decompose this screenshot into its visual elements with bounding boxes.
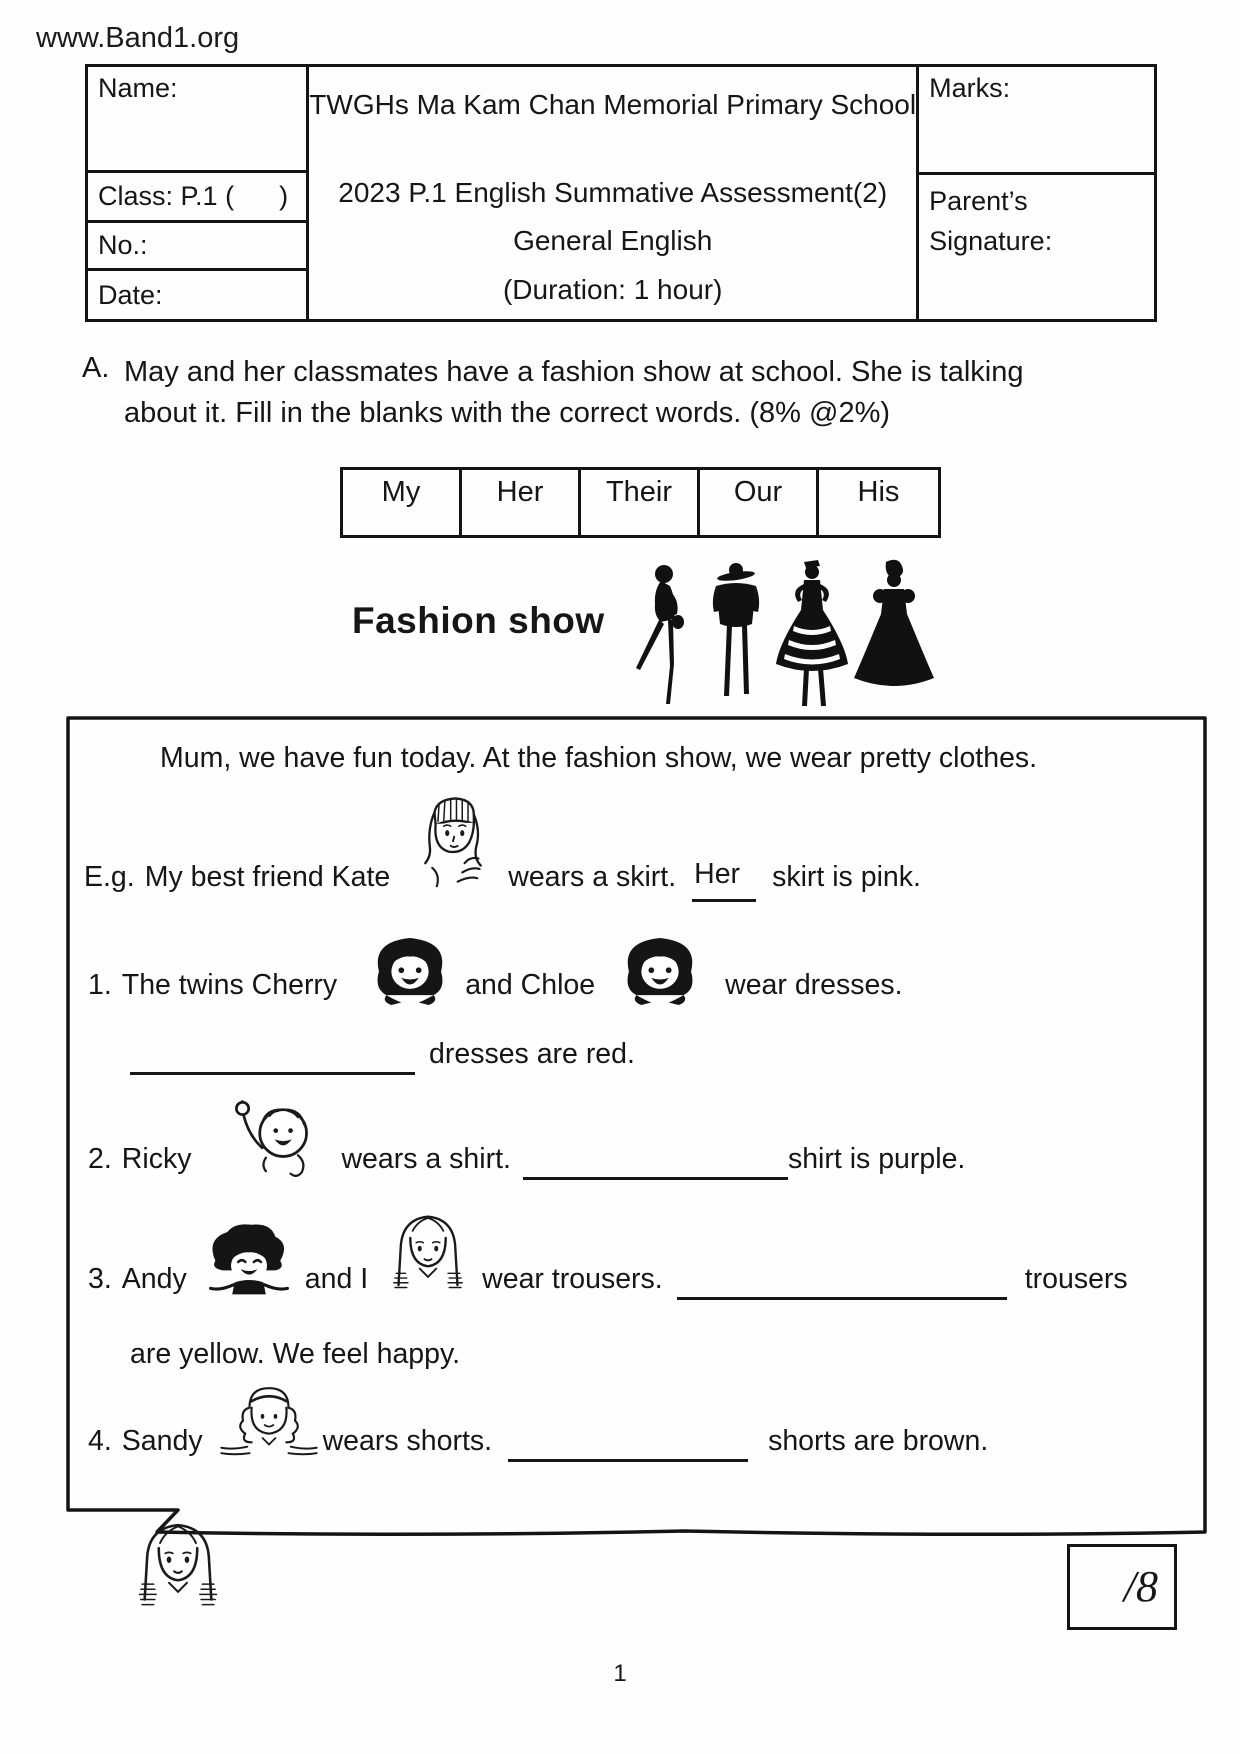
andy-portrait-icon [201, 1220, 297, 1304]
question-2-text-after: shirt is purple. [787, 1143, 966, 1175]
may-speaker-portrait-icon [122, 1520, 234, 1620]
passage-intro: Mum, we have fun today. At the fashion show, we wear pretty clothes. [160, 742, 1038, 774]
number-field-row[interactable] [88, 223, 306, 271]
question-4-number: 4. [88, 1425, 112, 1457]
class-label: Class: P.1 ( ) [98, 181, 289, 211]
marks-field-row[interactable] [919, 67, 1154, 175]
score-box[interactable] [1067, 1544, 1177, 1630]
fashion-models-illustration [628, 556, 950, 714]
question-2-text-mid: wears a shirt. [341, 1143, 511, 1175]
word-bank-item-his: His [857, 476, 900, 508]
question-1-line-2 [130, 1038, 635, 1079]
question-1-number: 1. [88, 969, 112, 1001]
question-1-line2-text: dresses are red. [429, 1038, 635, 1070]
exam-title-column [309, 67, 916, 319]
question-1-text-after: wear dresses. [725, 969, 903, 1001]
instruction-line-1: May and her classmates have a fashion show at school. She is talking [124, 356, 1024, 388]
parent-signature-row[interactable] [919, 175, 1154, 319]
question-1-text-mid: and Chloe [465, 969, 596, 1001]
question-1-line-1 [88, 928, 903, 1010]
may-portrait-icon [384, 1212, 472, 1304]
exam-duration: (Duration: 1 hour) [502, 274, 723, 305]
page-number: 1 [613, 1660, 627, 1687]
answer-blank-3[interactable] [677, 1267, 1007, 1300]
student-fields-column [88, 67, 309, 319]
word-bank-item-their: Their [581, 470, 700, 535]
question-2-line [88, 1092, 965, 1184]
question-3-line-1 [88, 1212, 1128, 1304]
question-3-line-2 [130, 1338, 460, 1379]
marks-label: Marks: [929, 73, 1011, 103]
name-field-row[interactable] [88, 67, 306, 173]
parent-signature-label-line2: Signature: [929, 226, 1053, 256]
word-bank-item-my: My [343, 470, 462, 535]
cherry-portrait-icon [369, 928, 451, 1010]
kate-portrait-icon [416, 792, 490, 902]
ricky-portrait-icon [229, 1092, 325, 1184]
word-bank-item-our: Our [700, 470, 819, 535]
parent-signature-label-line1: Parent’s [929, 186, 1028, 216]
question-3-text-tail: trousers [1024, 1263, 1128, 1295]
example-label: E.g. [84, 861, 135, 893]
example-line [84, 792, 921, 902]
example-text-after: skirt is pink. [772, 861, 921, 893]
exam-title: 2023 P.1 English Summative Assessment(2) [338, 177, 888, 208]
answer-blank-2[interactable] [523, 1147, 788, 1180]
section-a-number: A. [82, 352, 110, 384]
class-field-row[interactable] [88, 173, 306, 223]
answer-blank-1[interactable] [130, 1042, 415, 1075]
section-a-instruction [82, 352, 1023, 434]
question-2-number: 2. [88, 1143, 112, 1175]
chloe-portrait-icon [619, 928, 701, 1010]
figure-caption: Fashion show [352, 600, 605, 641]
example-text-mid: wears a skirt. [508, 861, 677, 893]
number-label: No.: [98, 230, 148, 260]
question-1-text-before: The twins Cherry [121, 969, 338, 1001]
exam-subject: General English [513, 225, 713, 256]
question-3-text-mid: and I [304, 1263, 369, 1295]
date-label: Date: [98, 279, 163, 310]
example-answer: Her [692, 858, 756, 902]
question-3-line2-text: are yellow. We feel happy. [130, 1338, 461, 1370]
word-bank-table [340, 467, 941, 538]
student-info-table [85, 64, 1157, 322]
question-3-text-before: Andy [121, 1263, 187, 1295]
date-field-row[interactable] [88, 271, 306, 319]
sandy-portrait-icon [217, 1378, 321, 1472]
example-text-before: My best friend Kate [144, 861, 391, 893]
instruction-line-2: about it. Fill in the blanks with the correct words. (8% @2%) [124, 397, 891, 429]
question-4-text-after: shorts are brown. [768, 1425, 989, 1457]
question-4-line [88, 1378, 988, 1466]
question-4-text-before: Sandy [121, 1425, 203, 1457]
marks-column [916, 67, 1154, 319]
score-total-label: /8 [1123, 1562, 1158, 1611]
question-2-text-before: Ricky [121, 1143, 192, 1175]
answer-blank-4[interactable] [508, 1429, 748, 1462]
site-watermark: www.Band1.org [36, 22, 240, 54]
name-label: Name: [98, 73, 178, 103]
school-name: TWGHs Ma Kam Chan Memorial Primary School [309, 89, 917, 120]
question-4-text-mid: wears shorts. [322, 1425, 493, 1457]
question-3-number: 3. [88, 1263, 112, 1295]
question-3-text-after: wear trousers. [482, 1263, 663, 1295]
word-bank-item-her: Her [462, 470, 581, 535]
